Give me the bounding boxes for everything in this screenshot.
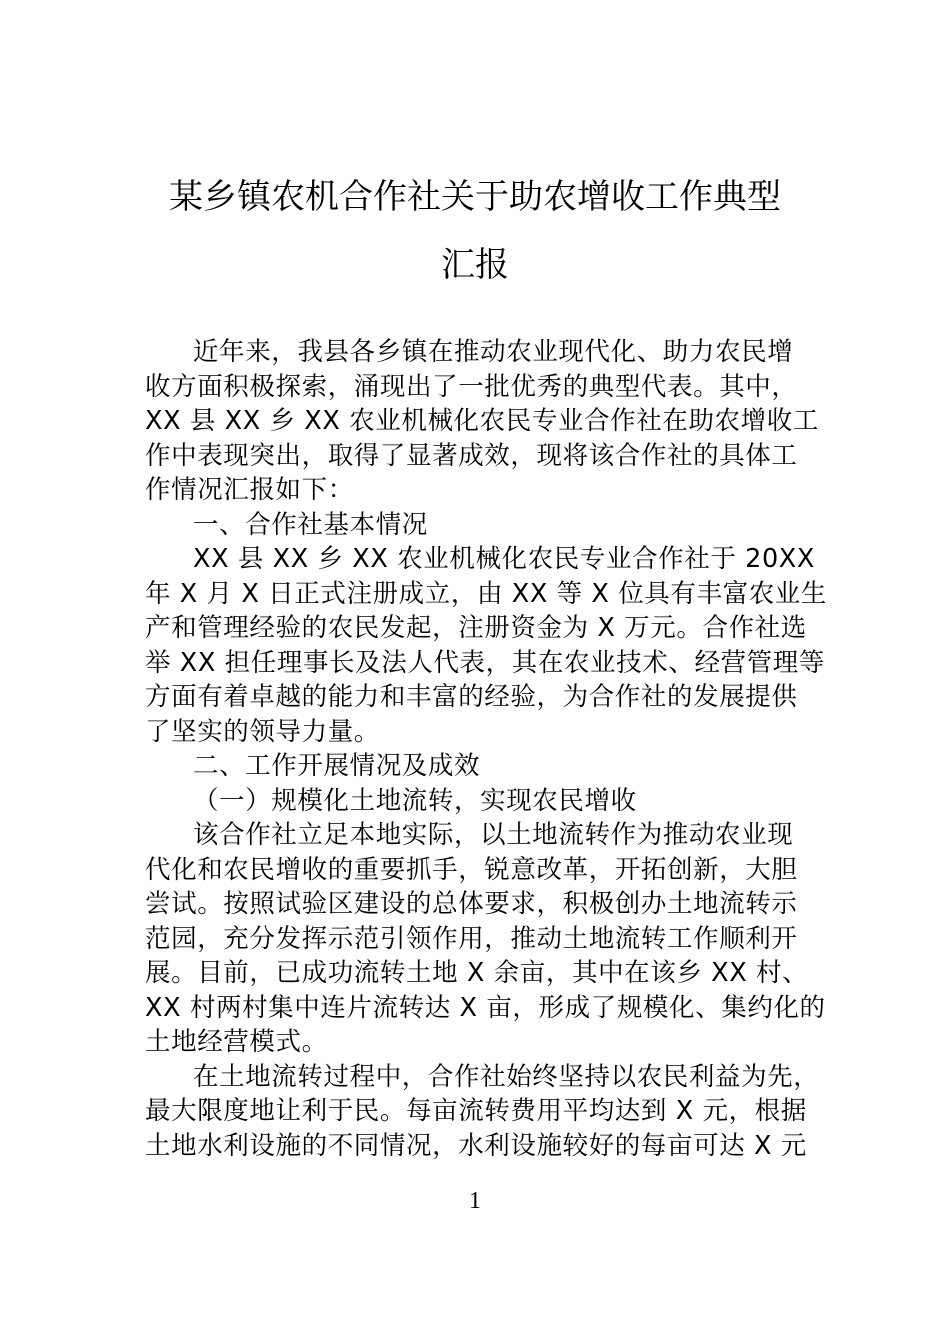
paragraph [145,508,825,543]
text-line: 一、合作社基本情况 [193,509,428,540]
text-line: 最大限度地让利于民。每亩流转费用平均达到 X 元，根据 [145,1096,807,1126]
text-line: （一）规模化土地流转，实现农民增收 [193,785,637,816]
paragraph [145,818,825,1060]
text-line: 在土地流转过程中，合作社始终坚持以农民利益为先， [193,1061,820,1092]
text-line: 年 X 月 X 日正式注册成立，由 XX 等 X 位具有丰富农业生 [145,578,827,609]
text-line: 近年来，我县各乡镇在推动农业现代化、助力农民增 [193,337,794,367]
text-line: 收方面积极探索，涌现出了一批优秀的典型代表。其中， [145,371,798,402]
text-line: 该合作社立足本地实际，以土地流转作为推动农业现 [193,820,794,850]
text-line: 土地经营模式。 [145,1027,328,1057]
document-body [145,335,825,1163]
paragraph [145,1060,825,1164]
paragraph [145,784,825,819]
text-line: 范园，充分发挥示范引领作用，推动土地流转工作顺利开 [145,923,798,954]
text-line: XX 县 XX 乡 XX 农业机械化农民专业合作社于 20XX [193,544,815,574]
text-line: 代化和农民增收的重要抓手，锐意改革，开拓创新，大胆 [145,854,798,885]
paragraph [145,749,825,784]
text-line: 了坚实的领导力量。 [145,716,380,747]
text-line: XX 村两村集中连片流转达 X 亩，形成了规模化、集约化的 [145,992,826,1023]
text-line: 尝试。按照试验区建设的总体要求，积极创办土地流转示 [145,889,798,919]
text-line: 产和管理经验的农民发起，注册资金为 X 万元。合作社选 [145,613,807,643]
text-line: 作情况汇报如下： [145,475,354,505]
document-title-line-1: 某乡镇农机合作社关于助农增收工作典型 [169,177,781,217]
text-line: 土地水利设施的不同情况，水利设施较好的每亩可达 X 元 [145,1130,807,1161]
text-line: 展。目前，已成功流转土地 X 余亩，其中在该乡 XX 村、 [145,958,809,988]
text-line: XX 县 XX 乡 XX 农业机械化农民专业合作社在助农增收工 [145,406,819,436]
text-line: 作中表现突出，取得了显著成效，现将该合作社的具体工 [145,440,798,471]
text-line: 举 XX 担任理事长及法人代表，其在农业技术、经营管理等 [145,647,825,678]
text-line: 二、工作开展情况及成效 [193,751,481,781]
text-line: 方面有着卓越的能力和丰富的经验，为合作社的发展提供 [145,682,798,712]
paragraph [145,335,825,508]
paragraph [145,542,825,749]
document-title-line-2: 汇报 [441,245,509,285]
page-number: 1 [469,1188,481,1214]
